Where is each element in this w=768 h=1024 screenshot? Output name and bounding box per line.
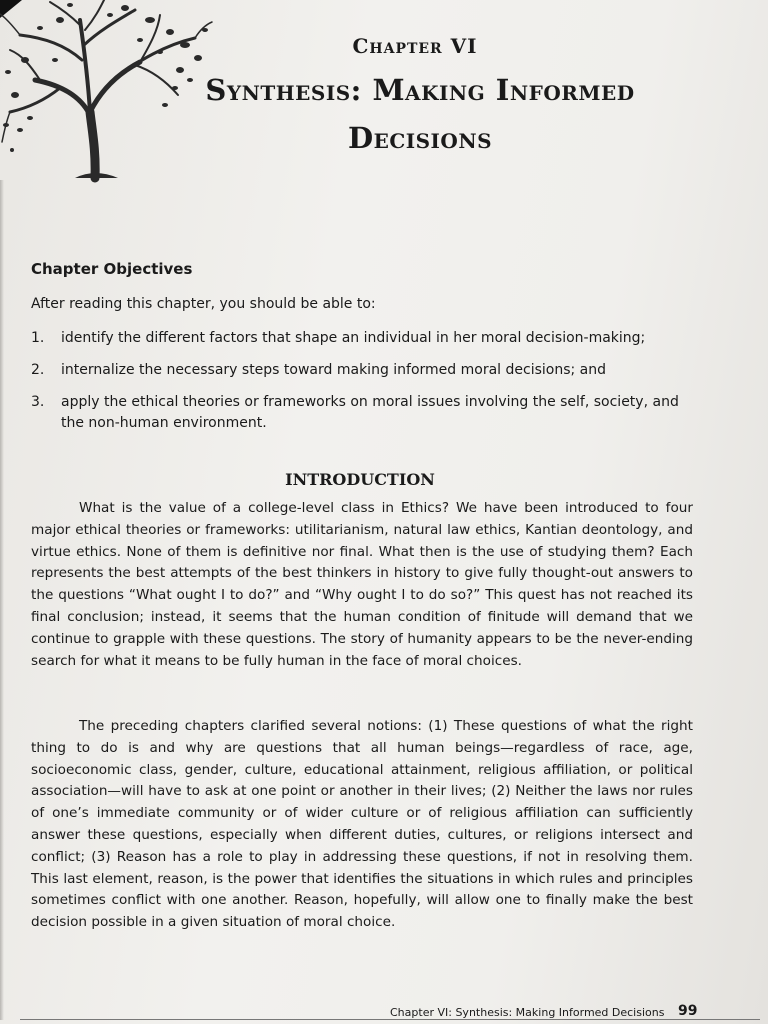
objectives-list <box>31 328 701 445</box>
objective-item <box>31 392 701 434</box>
objective-item <box>31 328 701 349</box>
page-edge-shadow <box>0 180 4 1020</box>
objective-number: 1. <box>31 330 45 346</box>
page-number: 99 <box>678 1003 698 1019</box>
objectives-intro: After reading this chapter, you should be able to: <box>31 296 376 312</box>
objective-text: apply the ethical theories or frameworks on moral issues involving the self, society, and the non-human environment. <box>61 394 679 431</box>
objective-number: 3. <box>31 394 45 410</box>
running-footer: Chapter VI: Synthesis: Making Informed Decisions <box>390 1006 665 1019</box>
section-heading-introduction: INTRODUCTION <box>285 470 435 489</box>
chapter-title: Synthesis: Making Informed Decisions <box>205 73 635 155</box>
body-paragraph: What is the value of a college-level class in Ethics? We have been introduced to four major ethical theories or frameworks: utilitarianism, natural law ethics, Kantian deontology, and virtue ethics. None of them is definitive nor final. What then is the use of studying them? Each represents the best attempts of the best thinkers in history to give fully thought-out answers to the questions “What ought I to do?” and “Why ought I to do so?” This quest has not reached its final conclusion; instead, it seems that the human condition of finitude will demand that we continue to grapple with these questions. The story of humanity appears to be the never-ending search for what it means to be fully human in the face of moral choices. <box>31 500 693 669</box>
chapter-label: Chapter VI <box>352 34 478 58</box>
objectives-heading: Chapter Objectives <box>31 260 193 278</box>
body-paragraph: The preceding chapters clarified several notions: (1) These questions of what the right thing to do is and why are questions that all human beings—regardless of race, age, socioeconomic class, gender, culture, educational attainment, religious affiliation, or political association—will have to ask at one point or another in their lives; (2) Neither the laws nor rules of one’s immediate community or of wider culture or of religious affiliation can sufficiently answer these questions, especially when different duties, cultures, or religions intersect and conflict; (3) Reason has a role to play in addressing these questions, if not in resolving them. This last element, reason, is the power that identifies the situations in which rules and principles sometimes conflict with one another. Reason, hopefully, will allow one to finally make the best decision possible in a given situation of moral choice. <box>31 718 693 931</box>
objective-item <box>31 360 701 381</box>
objective-number: 2. <box>31 362 45 378</box>
objective-text: identify the different factors that shape an individual in her moral decision-making; <box>61 330 646 346</box>
footer-rule <box>20 1019 760 1020</box>
objective-text: internalize the necessary steps toward making informed moral decisions; and <box>61 362 607 378</box>
